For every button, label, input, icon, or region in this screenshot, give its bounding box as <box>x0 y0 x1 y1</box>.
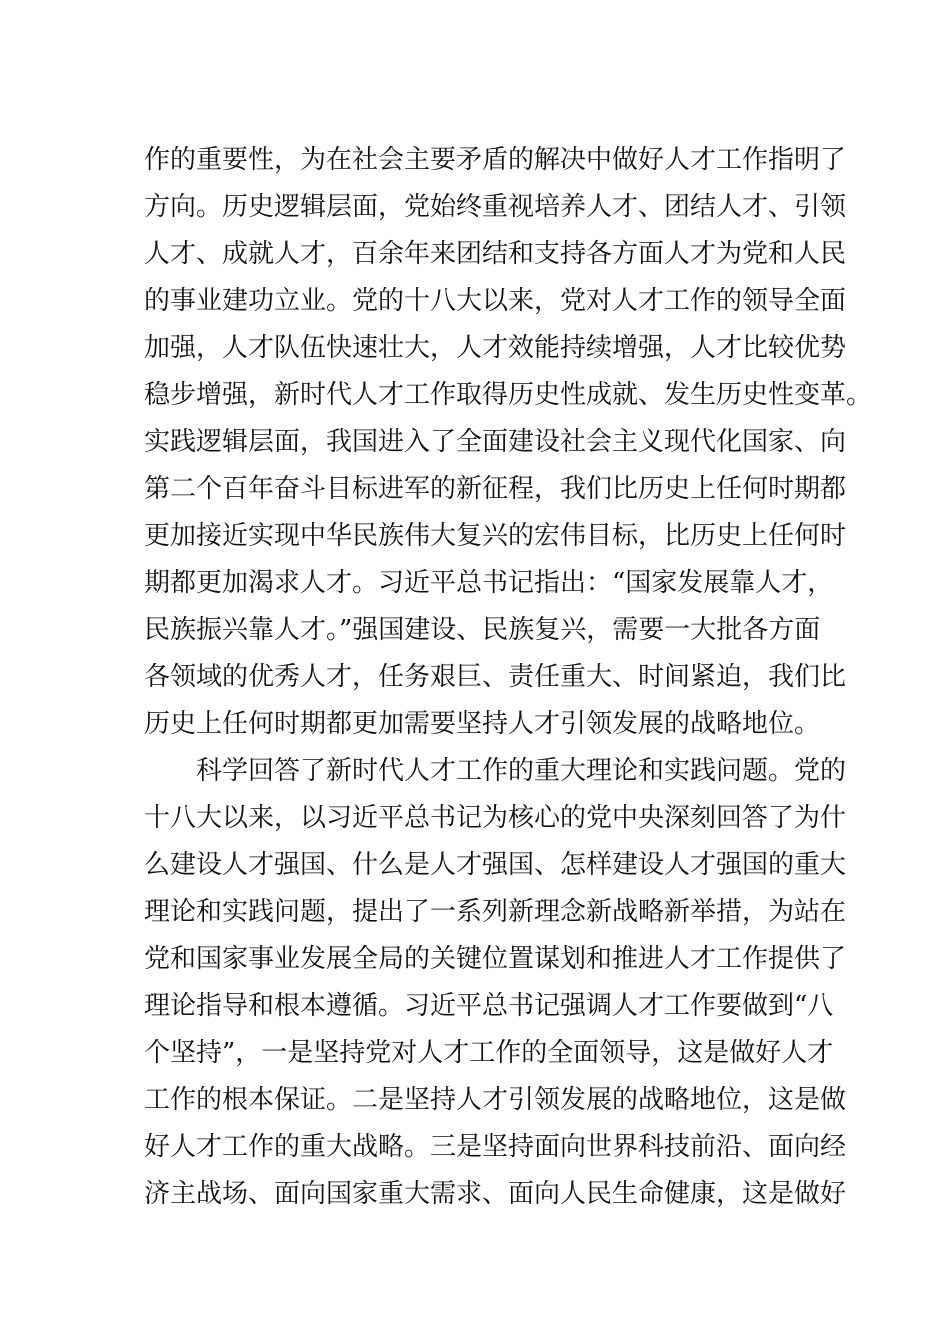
text-line: 理论指导和根本遵循。习近平总书记强调人才工作要做到“八 <box>144 991 834 1021</box>
text-line: 方向。历史逻辑层面，党始终重视培养人才、团结人才、引领 <box>144 192 847 222</box>
text-line: 期都更加渴求人才。习近平总书记指出：“国家发展靠人才， <box>144 568 834 598</box>
text-line: 作的重要性，为在社会主要矛盾的解决中做好人才工作指明了 <box>144 145 847 175</box>
text-line: 第二个百年奋斗目标进军的新征程，我们比历史上任何时期都 <box>144 474 847 504</box>
text-line: 好人才工作的重大战略。三是坚持面向世界科技前沿、面向经 <box>144 1132 847 1162</box>
text-line: 实践逻辑层面，我国进入了全面建设社会主义现代化国家、向 <box>144 427 847 457</box>
text-line: 十八大以来，以习近平总书记为核心的党中央深刻回答了为什 <box>144 803 847 833</box>
text-line: 党和国家事业发展全局的关键位置谋划和推进人才工作提供了 <box>144 944 847 974</box>
text-line: 个坚持”，一是坚持党对人才工作的全面领导，这是做好人才 <box>144 1038 834 1068</box>
text-line: 民族振兴靠人才。”强国建设、民族复兴，需要一大批各方面 <box>144 615 821 645</box>
text-line: 济主战场、面向国家重大需求、面向人民生命健康，这是做好 <box>144 1179 847 1209</box>
text-line: 工作的根本保证。二是坚持人才引领发展的战略地位，这是做 <box>144 1085 847 1115</box>
text-line: 更加接近实现中华民族伟大复兴的宏伟目标，比历史上任何时 <box>144 521 847 551</box>
text-line: 么建设人才强国、什么是人才强国、怎样建设人才强国的重大 <box>144 850 847 880</box>
text-line: 加强，人才队伍快速壮大，人才效能持续增强，人才比较优势 <box>144 333 847 363</box>
text-line: 人才、成就人才，百余年来团结和支持各方面人才为党和人民 <box>144 239 847 269</box>
text-line: 理论和实践问题，提出了一系列新理念新战略新举措，为站在 <box>144 897 847 927</box>
text-line: 稳步增强，新时代人才工作取得历史性成就、发生历史性变革。 <box>144 380 873 410</box>
text-line: 各领域的优秀人才，任务艰巨、责任重大、时间紧迫，我们比 <box>144 662 847 692</box>
paragraph-first-line: 科学回答了新时代人才工作的重大理论和实践问题。党的 <box>196 756 847 786</box>
text-line: 历史上任何时期都更加需要坚持人才引领发展的战略地位。 <box>144 709 821 739</box>
text-line: 的事业建功立业。党的十八大以来，党对人才工作的领导全面 <box>144 286 847 316</box>
